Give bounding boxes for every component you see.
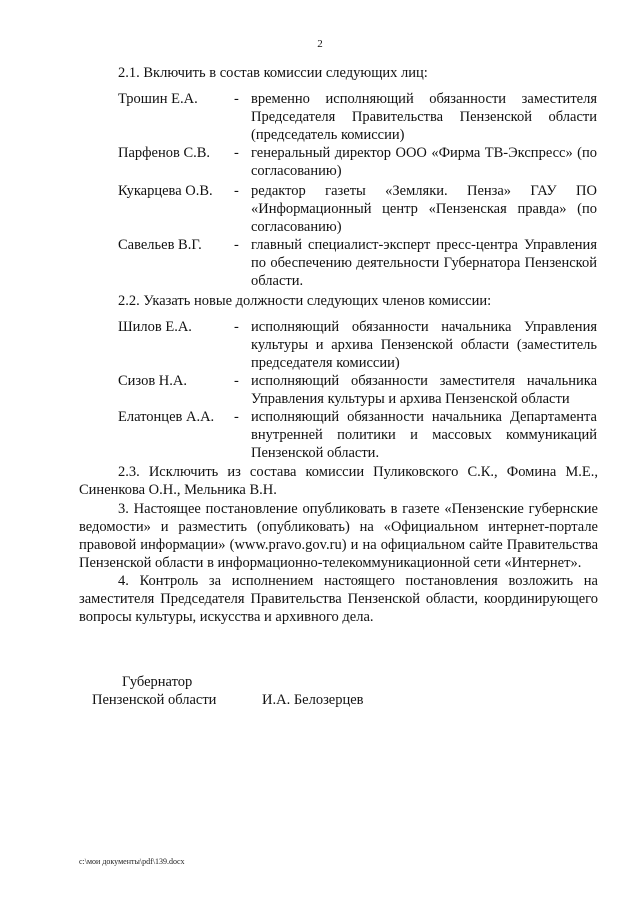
member-description: временно исполняющий обязанности заместителя Председателя Правительства Пензенской области (председатель комиссии) <box>251 91 597 143</box>
member-dash: - <box>234 373 239 389</box>
member-name: Елатонцев А.А. <box>118 409 215 425</box>
member-name: Кукарцева О.В. <box>118 183 213 199</box>
member-name: Трошин Е.А. <box>118 91 198 107</box>
section-2-1-title: 2.1. Включить в состав комиссии следующих лиц: <box>118 65 428 81</box>
signature-title-line2: Пензенской области <box>92 692 217 708</box>
member-dash: - <box>234 319 239 335</box>
member-description: главный специалист-эксперт пресс-центра Управления по обеспечению деятельности Губернатора Пензенской области. <box>251 237 597 289</box>
member-dash: - <box>234 91 239 107</box>
member-description: генеральный директор ООО «Фирма ТВ-Экспресс» (по согласованию) <box>251 145 597 179</box>
paragraph-4: 4. Контроль за исполнением настоящего постановления возложить на заместителя Председателя Правительства Пензенской области, координирующего вопросы культуры, искусства и архивного дела. <box>79 573 598 625</box>
member-name: Савельев В.Г. <box>118 237 202 253</box>
page-number: 2 <box>317 38 323 50</box>
signature-name: И.А. Белозерцев <box>262 692 364 708</box>
member-dash: - <box>234 237 239 253</box>
signature-title-line1: Губернатор <box>122 674 193 690</box>
member-description: исполняющий обязанности начальника Управления культуры и архива Пензенской области (заместитель председателя комиссии) <box>251 319 597 371</box>
member-dash: - <box>234 409 239 425</box>
member-name: Парфенов С.В. <box>118 145 211 161</box>
member-description: редактор газеты «Земляки. Пенза» ГАУ ПО «Информационный центр «Пензенская правда» (по согласованию) <box>251 183 597 235</box>
member-dash: - <box>234 183 239 199</box>
footer-file-path: c:\мои документы\pdf\139.docx <box>79 857 185 866</box>
paragraph-2-3: 2.3. Исключить из состава комиссии Пуликовского С.К., Фомина М.Е., Синенкова О.Н., Мельника В.Н. <box>79 464 598 498</box>
paragraph-3: 3. Настоящее постановление опубликовать в газете «Пензенские губернские ведомости» и разместить (опубликовать) на «Официальном интернет-портале правовой информации» (www.pravo.gov.ru) и на официальном сайте Правительства Пензенской области в информационно-телекоммуникационной сети «Интернет». <box>79 501 598 571</box>
member-description: исполняющий обязанности начальника Департамента внутренней политики и массовых коммуникаций Пензенской области. <box>251 409 597 461</box>
member-dash: - <box>234 145 239 161</box>
member-name: Шилов Е.А. <box>118 319 192 335</box>
section-2-2-title: 2.2. Указать новые должности следующих членов комиссии: <box>118 293 492 309</box>
member-description: исполняющий обязанности заместителя начальника Управления культуры и архива Пензенской области <box>251 373 597 407</box>
member-name: Сизов Н.А. <box>118 373 187 389</box>
